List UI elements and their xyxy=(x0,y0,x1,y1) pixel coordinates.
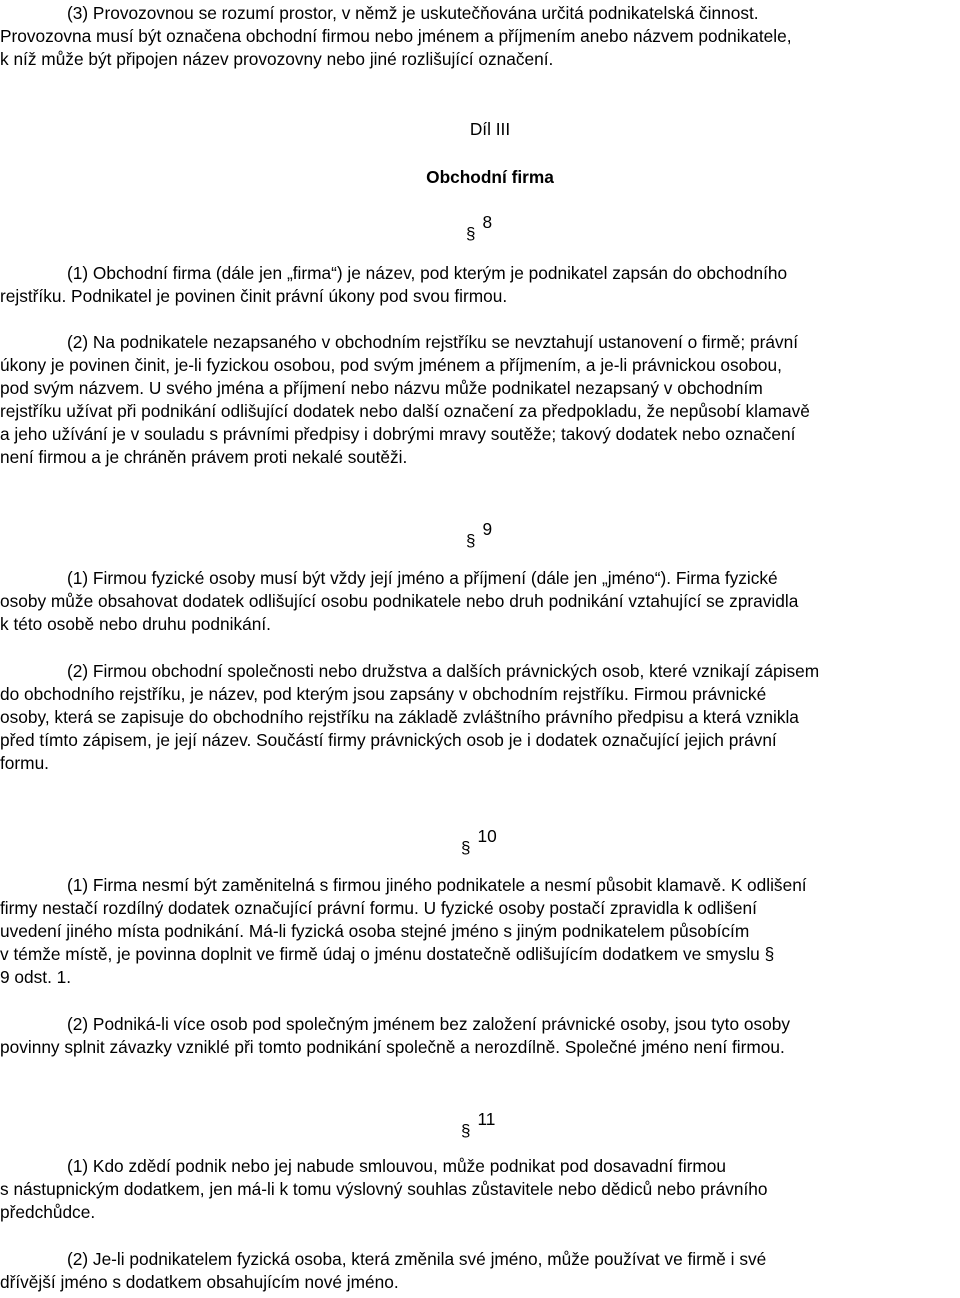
text-line: (2) Na podnikatele nezapsaného v obchodním rejstříku se nevztahují ustanovení o firmě; právní xyxy=(67,332,799,352)
section-heading-8 xyxy=(466,211,493,243)
text-line: 9 odst. 1. xyxy=(0,967,72,987)
text-line: k této osobě nebo druhu podnikání. xyxy=(0,614,271,634)
section-symbol: § xyxy=(461,1121,471,1140)
section-number: 8 xyxy=(482,212,493,232)
text-line: (2) Firmou obchodní společnosti nebo družstva a dalších právnických osob, které vznikají zápisem xyxy=(67,661,820,681)
section-symbol: § xyxy=(466,531,476,550)
text-line: do obchodního rejstříku, je název, pod kterým jsou zapsány v obchodním rejstříku. Firmou právnické xyxy=(0,684,767,704)
part-title: Obchodní firma xyxy=(426,167,554,187)
text-line: rejstříku užívat při podnikání odlišující dodatek nebo další označení za předpokladu, že nepůsobí klamavě xyxy=(0,401,810,421)
text-line: (3) Provozovnou se rozumí prostor, v němž je uskutečňována určitá podnikatelská činnost. xyxy=(67,3,759,23)
text-line: formu. xyxy=(0,753,49,773)
text-line: pod svým názvem. U svého jména a příjmení nebo názvu může podnikatel nezapsaný v obchodním xyxy=(0,378,763,398)
text-line: (1) Kdo zdědí podnik nebo jej nabude smlouvou, může podnikat pod dosavadní firmou xyxy=(67,1156,727,1176)
text-line: rejstříku. Podnikatel je povinen činit právní úkony pod svou firmou. xyxy=(0,286,508,306)
text-line: (1) Firmou fyzické osoby musí být vždy její jméno a příjmení (dále jen „jméno“). Firma fyzické xyxy=(67,568,778,588)
text-line: s nástupnickým dodatkem, jen má-li k tomu výslovný souhlas zůstavitele nebo dědiců nebo právního xyxy=(0,1179,768,1199)
section-heading-11 xyxy=(461,1108,496,1140)
text-line: Provozovna musí být označena obchodní firmou nebo jménem a příjmením anebo názvem podnikatele, xyxy=(0,26,792,46)
text-line: osoby, která se zapisuje do obchodního rejstříku na základě zvláštního právního předpisu a která vznikla xyxy=(0,707,799,727)
text-line: (1) Obchodní firma (dále jen „firma“) je název, pod kterým je podnikatel zapsán do obchodního xyxy=(67,263,788,283)
text-line: a jeho užívání je v souladu s právními předpisy i dobrými mravy soutěže; takový dodatek nebo označení xyxy=(0,424,796,444)
part-label: Díl III xyxy=(469,119,511,139)
text-line: (2) Je-li podnikatelem fyzická osoba, která změnila své jméno, může používat ve firmě i své xyxy=(67,1249,767,1269)
text-line: k níž může být připojen název provozovny nebo jiné rozlišující označení. xyxy=(0,49,554,69)
text-line: není firmou a je chráněn právem proti nekalé soutěži. xyxy=(0,447,408,467)
text-line: osoby může obsahovat dodatek odlišující osobu podnikatele nebo druh podnikání vztahující se zpravidla xyxy=(0,591,799,611)
text-line: v témže místě, je povinna doplnit ve firmě údaj o jménu dostatečně odlišujícím dodatkem ve smyslu § xyxy=(0,944,775,964)
text-line: uvedení jiného místa podnikání. Má-li fyzická osoba stejné jméno s jiným podnikatelem působícím xyxy=(0,921,750,941)
text-line: dřívější jméno s dodatkem obsahujícím nové jméno. xyxy=(0,1272,399,1292)
section-symbol: § xyxy=(466,224,476,243)
text-line: před tímto zápisem, je její název. Součástí firmy právnických osob je i dodatek označující jejich právní xyxy=(0,730,777,750)
section-heading-10 xyxy=(461,825,497,857)
section-number: 9 xyxy=(482,519,493,539)
text-line: předchůdce. xyxy=(0,1202,96,1222)
text-line: (2) Podniká-li více osob pod společným jménem bez založení právnické osoby, jsou tyto osoby xyxy=(67,1014,790,1034)
text-line: (1) Firma nesmí být zaměnitelná s firmou jiného podnikatele a nesmí působit klamavě. K odlišení xyxy=(67,875,807,895)
section-heading-9 xyxy=(466,518,493,550)
section-number: 11 xyxy=(477,1109,496,1129)
text-line: úkony je povinen činit, je-li fyzickou osobou, pod svým jménem a příjmením, a je-li právnickou osobou, xyxy=(0,355,782,375)
section-symbol: § xyxy=(461,838,471,857)
text-line: povinny splnit závazky vzniklé při tomto podnikání společně a nerozdílně. Společné jméno není firmou. xyxy=(0,1037,785,1057)
section-number: 10 xyxy=(477,826,497,846)
text-line: firmy nestačí rozdílný dodatek označující právní formu. U fyzické osoby postačí zpravidla k odlišení xyxy=(0,898,757,918)
